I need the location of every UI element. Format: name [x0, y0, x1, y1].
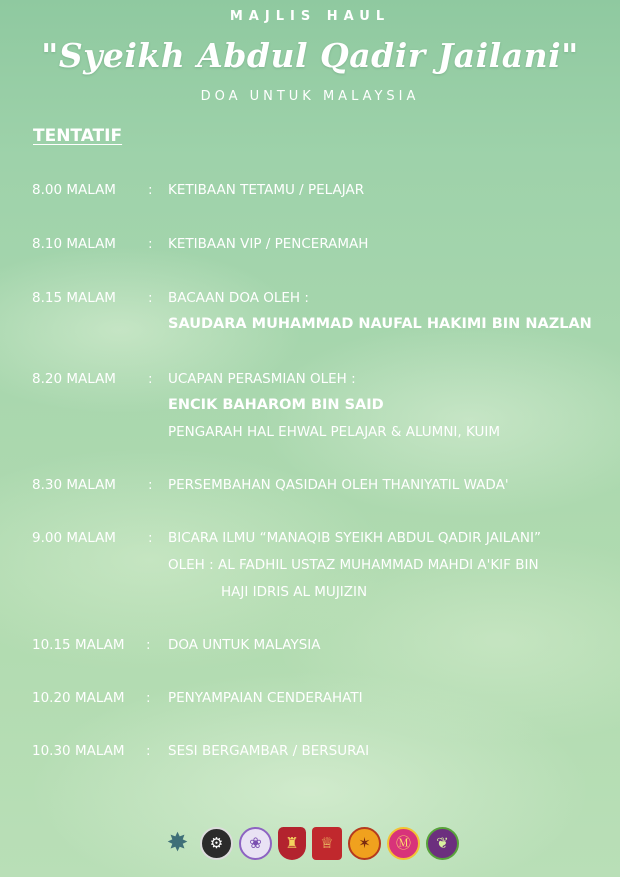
schedule-time: 8.30 MALAM: [32, 477, 116, 493]
event-subtitle: DOA UNTUK MALAYSIA: [200, 89, 420, 104]
purple-book-emblem-icon: ❦: [426, 827, 459, 860]
sponsor-logos: [0, 823, 620, 863]
schedule-speaker: OLEH : AL FADHIL USTAZ MUHAMMAD MAHDI A'KIF BIN: [168, 557, 539, 573]
dark-seal-icon: ⚙: [200, 827, 233, 860]
schedule-time: 8.10 MALAM: [32, 236, 116, 252]
schedule-separator: :: [146, 637, 151, 653]
schedule-activity: PENYAMPAIAN CENDERAHATI: [168, 690, 363, 706]
schedule-time: 8.00 MALAM: [32, 182, 116, 198]
schedule-activity: BACAAN DOA OLEH :: [168, 290, 309, 306]
star-emblem-icon: ✸: [166, 828, 189, 858]
schedule-time: 10.15 MALAM: [32, 637, 125, 653]
schedule-activity: PERSEMBAHAN QASIDAH OLEH THANIYATIL WADA': [168, 477, 509, 493]
schedule-speaker-role: PENGARAH HAL EHWAL PELAJAR & ALUMNI, KUIM: [168, 424, 500, 440]
pink-m-emblem-icon: Ⓜ: [387, 827, 420, 860]
schedule-activity: KETIBAAN VIP / PENCERAMAH: [168, 236, 369, 252]
schedule-separator: :: [148, 477, 153, 493]
schedule-speaker: SAUDARA MUHAMMAD NAUFAL HAKIMI BIN NAZLAN: [168, 316, 592, 332]
schedule-separator: :: [146, 690, 151, 706]
schedule-activity: SESI BERGAMBAR / BERSURAI: [168, 743, 370, 759]
schedule-separator: :: [148, 236, 153, 252]
schedule-time: 10.30 MALAM: [32, 743, 125, 759]
schedule-time: 8.15 MALAM: [32, 290, 116, 306]
schedule-time: 10.20 MALAM: [32, 690, 125, 706]
schedule-separator: :: [146, 743, 151, 759]
schedule-time: 9.00 MALAM: [32, 530, 116, 546]
event-eyebrow: MAJLIS HAUL: [229, 9, 391, 24]
red-crest-icon: ♕: [312, 827, 342, 860]
schedule-separator: :: [148, 371, 153, 387]
schedule-separator: :: [148, 530, 153, 546]
orange-emblem-icon: ✶: [348, 827, 381, 860]
schedule-activity: KETIBAAN TETAMU / PELAJAR: [168, 182, 365, 198]
section-heading: TENTATIF: [33, 126, 123, 146]
event-title: "Syeikh Abdul Qadir Jailani": [41, 36, 579, 75]
schedule-separator: :: [148, 182, 153, 198]
schedule-speaker-continued: HAJI IDRIS AL MUJIZIN: [221, 584, 368, 600]
schedule-separator: :: [148, 290, 153, 306]
violet-flower-icon: ❀: [239, 827, 272, 860]
schedule-activity: DOA UNTUK MALAYSIA: [168, 637, 321, 653]
schedule-activity: BICARA ILMU “MANAQIB SYEIKH ABDUL QADIR JAILANI”: [168, 530, 541, 546]
schedule-time: 8.20 MALAM: [32, 371, 116, 387]
schedule-activity: UCAPAN PERASMIAN OLEH :: [168, 371, 356, 387]
university-shield-icon: ♜: [278, 827, 306, 860]
schedule-speaker: ENCIK BAHAROM BIN SAID: [168, 397, 384, 413]
